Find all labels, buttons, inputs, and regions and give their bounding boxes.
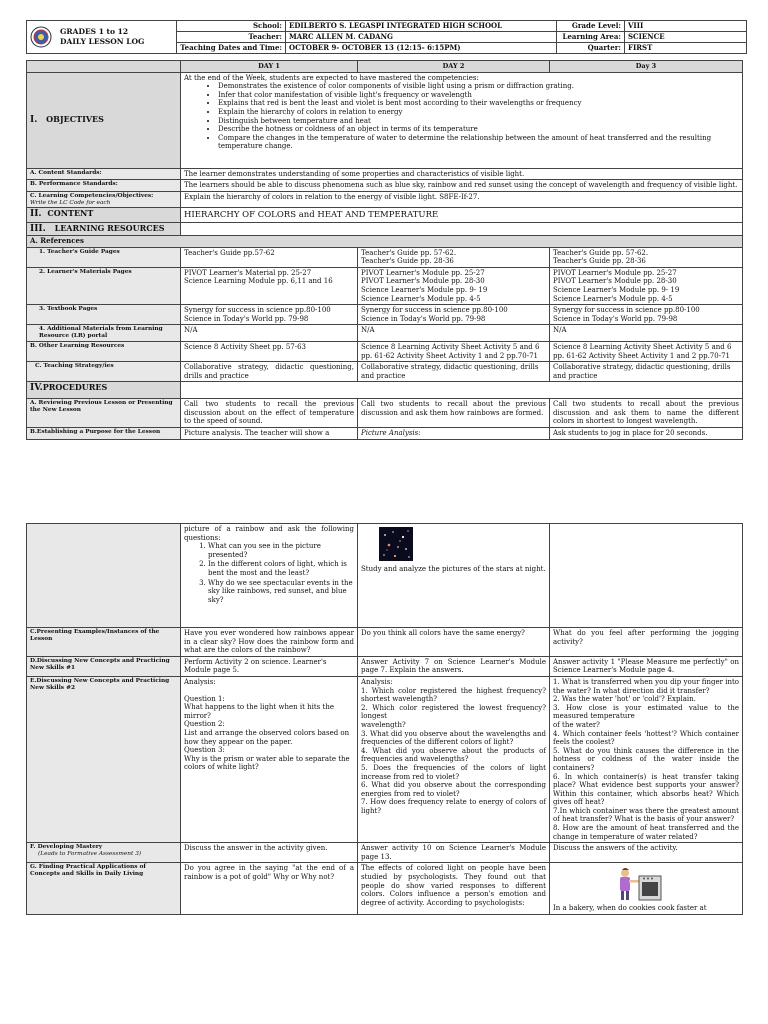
- analysis-line: 5. Does the frequencies of the colors of light increase from red to violet?: [361, 763, 546, 781]
- ref-line: Teacher's Guide pp. 28-36: [361, 257, 454, 266]
- header-table: [26, 20, 747, 54]
- competencies-label: [27, 191, 181, 208]
- picture-question: 1. What can you see in the picture presented?: [208, 542, 354, 559]
- ref-line: Teacher's Guide pp. 28-36: [553, 257, 646, 266]
- analysis-line: 1. What is transferred when you dip your finger into the water? In what direction did it transfer?: [553, 677, 739, 695]
- analysis-line: 6. In which container(s) is heat transfer taking place? What evidence best supports your answer? Within this container, which absorbs heat? Which gives off heat?: [553, 772, 739, 807]
- analysis-line: 8. How are the amount of heat transferred and the change in temperature of water related?: [553, 824, 739, 841]
- analysis-line: 4. What did you observe about the products of frequencies and wavelengths?: [361, 746, 546, 764]
- picture-analysis-intro: picture of a rainbow and ask the following questions:: [184, 525, 354, 542]
- objectives-content: [181, 72, 743, 168]
- additional-materials-label: 4. Additional Materials from Learning Resource (LR) portal: [27, 325, 181, 342]
- learners-materials-label: 2. Learner's Materials Pages: [27, 267, 181, 304]
- deped-seal-icon: [30, 26, 52, 48]
- analysis-line: of the water?: [553, 720, 600, 729]
- other-resources-label: B. Other Learning Resources: [27, 341, 181, 361]
- analysis-line: Why is the prism or water able to separate the colors of white light?: [184, 754, 350, 772]
- content-label: [27, 208, 181, 223]
- developing-mastery-day2: Answer activity 10 on Science Learner's Module page 13.: [358, 843, 550, 863]
- textbook-pages-day3: [550, 305, 743, 325]
- school-value: EDILBERTO S. LEGASPI INTEGRATED HIGH SCHOOL: [286, 21, 557, 32]
- procedures-blank: [181, 382, 743, 399]
- competencies-sublabel: Write the LC Code for each: [30, 199, 111, 206]
- learning-area-label: Learning Area:: [557, 32, 625, 43]
- new-concepts-1-label: D.Discussing New Concepts and Practicing New Skills #1: [27, 656, 181, 676]
- presenting-examples-day1: Have you ever wondered how rainbows appear in a clear sky? How does the rainbow form and what are the colors of the rainbow?: [181, 628, 358, 657]
- day-1-header: DAY 1: [181, 61, 358, 73]
- resources-roman: III.: [30, 224, 46, 235]
- new-concepts-1-day3: Answer activity 1 "Please Measure me perfectly" on Science Learner's Module page 4.: [550, 656, 743, 676]
- teacher-label: Teacher:: [177, 32, 286, 43]
- teachers-guide-day2: [358, 247, 550, 267]
- person-baking-oven-image: [613, 866, 665, 902]
- content-title: CONTENT: [47, 208, 94, 219]
- page-1: [0, 18, 768, 524]
- additional-materials-day3: N/A: [550, 325, 743, 342]
- day-2-header: DAY 2: [358, 61, 550, 73]
- objective-item: • Describe the hotness or coldness of an object in terms of its temperature: [218, 125, 739, 134]
- analysis-line: 6. What did you observe about the corresponding energies from red to violet?: [361, 781, 546, 798]
- header-title-line1: GRADES 1 to 12: [60, 27, 129, 36]
- header-title-cell: [27, 21, 177, 54]
- ref-line: Science in Today's World pp. 79-98: [184, 314, 309, 323]
- analysis-line: Question 3:: [184, 746, 225, 755]
- additional-materials-day1: N/A: [181, 325, 358, 342]
- objective-item: • Demonstrates the existence of color components of visible light using a prism or diffraction grating.: [218, 82, 739, 91]
- ref-line: PIVOT Learner's Module pp. 25-27: [553, 268, 677, 277]
- practical-applications-day3: [550, 863, 743, 915]
- ref-line: Science in Today's World pp. 79-98: [361, 314, 486, 323]
- objective-item: • Explain the hierarchy of colors in relation to energy: [218, 108, 739, 117]
- resources-blank: [181, 223, 743, 236]
- picture-question: 3. Why do we see spectacular events in the sky like rainbows, red sunset, and blue sky?: [208, 579, 354, 605]
- new-concepts-2-day2: [358, 676, 550, 842]
- competencies-text: Explain the hierarchy of colors in relation to the energy of visible light. S8FE-If-27.: [181, 191, 743, 208]
- content-standards-label: A. Content Standards:: [27, 168, 181, 180]
- day-3-header: Day 3: [550, 61, 743, 73]
- ref-line: Science Learner's Module pp. 9- 19: [361, 285, 488, 294]
- objectives-label: [27, 72, 181, 168]
- establishing-purpose-cont-day2: [358, 524, 550, 628]
- teachers-guide-day3: [550, 247, 743, 267]
- night-sky-stars-image: [379, 527, 413, 561]
- performance-standards-label: B. Performance Standards:: [27, 180, 181, 192]
- competencies-title: C. Learning Competencies/Objectives:: [30, 192, 154, 199]
- establishing-purpose-cont-day3: [550, 524, 743, 628]
- analysis-line: [184, 687, 354, 695]
- analysis-line: 3. What did you observe about the wavelengths and frequencies of the different colors of light?: [361, 729, 546, 747]
- developing-mastery-sublabel: (Leads to Formative Assessment 3): [38, 851, 142, 858]
- teaching-strategy-day2: Collaborative strategy, didactic questioning, drills and practice: [358, 362, 550, 382]
- picture-question: 2. In the different colors of light, which is bent the most and the least?: [208, 560, 354, 577]
- other-resources-day1: Science 8 Activity Sheet pp. 57-63: [181, 341, 358, 361]
- ref-line: Teacher's Guide pp. 57-62.: [361, 248, 457, 257]
- new-concepts-2-label: E.Discussing New Concepts and Practicing New Skills #2: [27, 676, 181, 842]
- analysis-line: 3. How close is your estimated value to the measured temperature: [553, 703, 739, 721]
- content-text: HIERARCHY OF COLORS and HEAT AND TEMPERATURE: [181, 208, 743, 223]
- content-standards-text: The learner demonstrates understanding of some properties and characteristics of visible light.: [181, 168, 743, 180]
- objectives-list: [184, 82, 739, 151]
- learning-area-value: SCIENCE: [625, 32, 747, 43]
- analysis-line: Question 2:: [184, 720, 225, 729]
- analysis-line: 2. Was the water 'hot' or 'cold'? Explain.: [553, 695, 696, 704]
- lesson-table-page2: [26, 523, 743, 915]
- establishing-purpose-day1: Picture analysis. The teacher will show a: [181, 428, 358, 440]
- learners-materials-day3: [550, 267, 743, 304]
- objectives-roman: I.: [30, 115, 38, 126]
- analysis-line: 5. What do you think causes the difference in the hotness or coldness of the water inside the containers?: [553, 746, 739, 772]
- bakery-question-text: In a bakery, when do cookies cook faster at: [553, 904, 707, 913]
- analysis-line: wavelength?: [361, 720, 406, 729]
- ref-line: Science Learner's Module pp. 4-5: [553, 294, 673, 303]
- day-header-blank: [27, 61, 181, 73]
- teaching-strategy-day3: Collaborative strategy, didactic questioning, drills and practice: [550, 362, 743, 382]
- content-roman: II.: [30, 209, 42, 220]
- developing-mastery-day3: Discuss the answers of the activity.: [550, 843, 743, 863]
- establishing-purpose-label: B.Establishing a Purpose for the Lesson: [27, 428, 181, 440]
- new-concepts-2-day3: [550, 676, 743, 842]
- school-label: School:: [177, 21, 286, 32]
- ref-line: PIVOT Learner's Module pp. 25-27: [361, 268, 485, 277]
- ref-line: PIVOT Learner's Module pp. 28-30: [361, 277, 485, 286]
- performance-standards-text: The learners should be able to discuss phenomena such as blue sky, rainbow and red sunset using the concept of wavelength and frequency of visible light.: [181, 180, 743, 192]
- ref-line: Synergy for success in science pp.80-100: [184, 306, 331, 315]
- practical-applications-day2: The effects of colored light on people have been studied by psychologists. They found out that people do show varied responses to different colors. Colors influence a person's emotion and degree of activity. According to psychologists:: [358, 863, 550, 915]
- developing-mastery-title: F. Developing Mastery: [30, 844, 103, 851]
- reviewing-lesson-day2: Call two students to recall about the previous discussion and ask them how rainbows are formed.: [358, 399, 550, 428]
- reviewing-lesson-day3: Call two students to recall about the previous discussion and ask them to name the different colors in shortest to longest wavelength.: [550, 399, 743, 428]
- developing-mastery-label: [27, 843, 181, 863]
- textbook-pages-label: 3. Textbook Pages: [27, 305, 181, 325]
- objective-item: • Infer that color manifestation of visible light's frequency or wavelength: [218, 91, 739, 100]
- resources-label: [27, 223, 181, 236]
- analysis-line: List and arrange the observed colors based on how they appear on the paper.: [184, 728, 350, 746]
- ref-line: PIVOT Learner's Module pp. 28-30: [553, 277, 677, 286]
- analysis-line: What happens to the light when it hits the mirror?: [184, 703, 334, 720]
- procedures-label: [27, 382, 181, 399]
- analysis-line: Analysis:: [184, 677, 216, 686]
- ref-line: PIVOT Learner's Material pp. 25-27: [184, 268, 312, 277]
- quarter-label: Quarter:: [557, 43, 625, 54]
- new-concepts-1-day2: Answer Activity 7 on Science Learner's Module page 7. Explain the answers.: [358, 656, 550, 676]
- teaching-strategy-label: C. Teaching Strategy/ies: [27, 362, 181, 382]
- ref-line: Science in Today's World pp. 79-98: [553, 314, 678, 323]
- presenting-examples-label: C.Presenting Examples/Instances of the Lesson: [27, 628, 181, 657]
- establishing-purpose-day2: Picture Analysis:: [358, 428, 550, 440]
- objective-item: • Explains that red is bent the least and violet is bent most according to their wavelengths or frequency: [218, 99, 739, 108]
- teacher-value: MARC ALLEN M. CADANG: [286, 32, 557, 43]
- header-title-line2: DAILY LESSON LOG: [60, 37, 145, 46]
- establishing-purpose-cont-day1: [181, 524, 358, 628]
- textbook-pages-day2: [358, 305, 550, 325]
- other-resources-day2: Science 8 Learning Activity Sheet Activity 5 and 6 pp. 61-62 Activity Sheet Activity 1 and 2 pp.70-71: [358, 341, 550, 361]
- objectives-intro: At the end of the Week, students are expected to have mastered the competencies:: [184, 73, 479, 82]
- teaching-dates-label: Teaching Dates and Time:: [177, 43, 286, 54]
- analysis-line: Question 1:: [184, 694, 225, 703]
- procedures-title: PROCEDURES: [42, 382, 108, 393]
- analysis-line: Analysis:: [361, 677, 393, 686]
- ref-line: Science Learning Module pp. 6,11 and 16: [184, 277, 333, 286]
- learners-materials-day1: [181, 267, 358, 304]
- practical-applications-day1: Do you agree in the saying "at the end of a rainbow is a pot of gold" Why or Why not?: [181, 863, 358, 915]
- establishing-purpose-cont-label: [27, 524, 181, 628]
- new-concepts-1-day1: Perform Activity 2 on science. Learner's Module page 5.: [181, 656, 358, 676]
- presenting-examples-day2: Do you think all colors have the same energy?: [358, 628, 550, 657]
- quarter-value: FIRST: [625, 43, 747, 54]
- resources-title: LEARNING RESOURCES: [54, 223, 165, 234]
- presenting-examples-day3: What do you feel after performing the jogging activity?: [550, 628, 743, 657]
- grade-level-label: Grade Level:: [557, 21, 625, 32]
- ref-line: Teacher's Guide pp. 57-62.: [553, 248, 649, 257]
- teaching-dates-value: OCTOBER 9- OCTOBER 13 (12:15- 6:15PM): [286, 43, 557, 54]
- teachers-guide-label: 1. Teacher's Guide Pages: [27, 247, 181, 267]
- picture-questions: [184, 542, 354, 604]
- ref-line: Synergy for success in science pp.80-100: [553, 306, 700, 315]
- objective-item: • Distinguish between temperature and heat: [218, 117, 739, 126]
- additional-materials-day2: N/A: [358, 325, 550, 342]
- teachers-guide-day1: [181, 247, 358, 267]
- objectives-title: OBJECTIVES: [46, 114, 104, 125]
- reviewing-lesson-day1: Call two students to recall the previous discussion about on the effect of temperature to the speed of sound.: [181, 399, 358, 428]
- ref-line: Science Learner's Module pp. 9- 19: [553, 285, 680, 294]
- textbook-pages-day1: [181, 305, 358, 325]
- developing-mastery-day1: Discuss the answer in the activity given.: [181, 843, 358, 863]
- procedures-roman: IV.: [30, 383, 43, 394]
- objective-item: • Compare the changes in the temperature of water to determine the relationship between the amount of heat transferred and the resulting temperature change.: [218, 134, 739, 151]
- grade-level-value: VIII: [625, 21, 747, 32]
- teaching-strategy-day1: Collaborative strategy, didactic questioning, drills and practice: [181, 362, 358, 382]
- references-label: A. References: [27, 235, 743, 247]
- analysis-line: 7.In which container was there the greatest amount of heat transfer? What is the basis of your answer?: [553, 806, 739, 824]
- establishing-purpose-day3: Ask students to jog in place for 20 seconds.: [550, 428, 743, 440]
- other-resources-day3: Science 8 Learning Activity Sheet Activity 5 and 6 pp. 61-62 Activity Sheet Activity 1 and 2 pp.70-71: [550, 341, 743, 361]
- new-concepts-2-day1: [181, 676, 358, 842]
- ref-line: Synergy for success in science pp.80-100: [361, 306, 508, 315]
- reviewing-lesson-label: A. Reviewing Previous Lesson or Presenting the New Lesson: [27, 399, 181, 428]
- practical-applications-label: G. Finding Practical Applications of Concepts and Skills in Daily Living: [27, 863, 181, 915]
- ref-line: Science Learner's Module pp. 4-5: [361, 294, 481, 303]
- lesson-table-page1: [26, 60, 743, 440]
- analysis-line: 1. Which color registered the highest frequency? shortest wavelength?: [361, 686, 546, 704]
- analysis-line: 2. Which color registered the lowest frequency? longest: [361, 703, 546, 721]
- learners-materials-day2: [358, 267, 550, 304]
- analysis-line: 7. How does frequency relate to energy of colors of light?: [361, 798, 546, 815]
- stars-analysis-text: Study and analyze the pictures of the stars at night.: [361, 565, 546, 573]
- ref-line: Teacher's Guide pp.57-62: [184, 248, 275, 257]
- analysis-line: 4. Which container feels 'hottest'? Which container feels the coolest?: [553, 729, 739, 747]
- page-2: [0, 523, 768, 1024]
